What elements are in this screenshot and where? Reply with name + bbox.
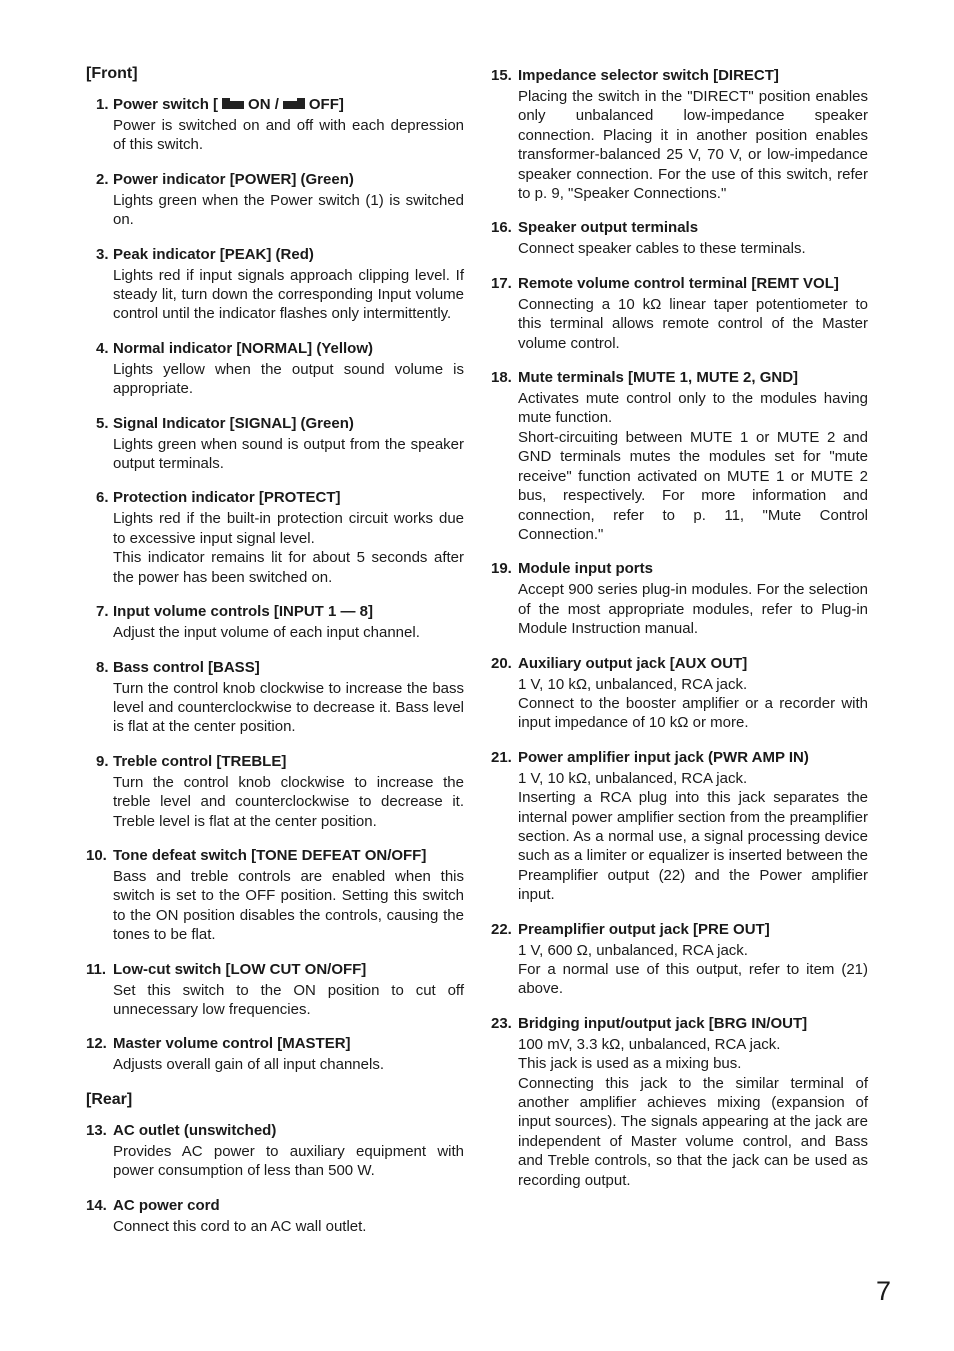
item-body: [518, 769, 868, 905]
item-body: [113, 623, 464, 642]
item-heading: [86, 846, 464, 865]
item-title: AC outlet (unswitched): [113, 1121, 277, 1139]
item-body: [113, 435, 464, 474]
item-heading: [491, 218, 868, 237]
item-body: [113, 1217, 464, 1236]
item-number: 1.: [96, 96, 109, 113]
item-title: Auxiliary output jack [AUX OUT]: [518, 654, 748, 672]
item-number: 14.: [86, 1196, 107, 1214]
item-body: [518, 389, 868, 544]
item-body: [113, 1142, 464, 1181]
item-number: 18.: [491, 369, 512, 387]
item-body: [113, 360, 464, 399]
list-item: [491, 654, 868, 733]
item-text: Lights red if the built-in protection circuit works due to excessive input signal level.: [113, 510, 464, 547]
front-section-title: [Front]: [86, 65, 138, 82]
item-text: 1 V, 600 Ω, unbalanced, RCA jack.: [518, 941, 748, 959]
item-title: Mute terminals [MUTE 1, MUTE 2, GND]: [518, 369, 799, 387]
item-number: 8.: [96, 658, 109, 676]
item-heading: [86, 1034, 464, 1053]
item-text: Lights yellow when the output sound volume is appropriate.: [113, 360, 464, 398]
item-text: Connecting this jack to the similar terminal of another amplifier achieves mixing (expansion of input sources). The signals appearing at the jack are independent of Master volume control, and Bass and Treble controls, so that the jack can be used as recording output.: [518, 1074, 868, 1189]
list-item: [86, 170, 464, 230]
item-heading: [86, 602, 464, 621]
item-title: Input volume controls [INPUT 1 — 8]: [113, 603, 374, 621]
item-title: Tone defeat switch [TONE DEFEAT ON/OFF]: [113, 846, 427, 864]
list-item: [491, 66, 868, 203]
item-body: [113, 266, 464, 324]
item-number: 6.: [96, 489, 109, 507]
item-text: 1 V, 10 kΩ, unbalanced, RCA jack.: [518, 675, 748, 693]
item-title: Preamplifier output jack [PRE OUT]: [518, 920, 770, 938]
item-number: 20.: [491, 654, 512, 672]
item-body: [518, 87, 868, 203]
item-text: Adjust the input volume of each input channel.: [113, 624, 420, 642]
item-title: Module input ports: [518, 560, 653, 578]
item-body: [518, 675, 868, 733]
rear-section-title: [Rear]: [86, 1090, 133, 1108]
item-title: Impedance selector switch [DIRECT]: [518, 67, 779, 84]
item-title: Master volume control [MASTER]: [113, 1035, 351, 1053]
item-title: Power indicator [POWER] (Green): [113, 170, 354, 188]
item-text: 100 mV, 3.3 kΩ, unbalanced, RCA jack.: [518, 1035, 781, 1053]
item-text: Connecting a 10 kΩ linear taper potentiometer to this terminal allows remote control of the Master volume control.: [518, 295, 868, 352]
item-number: 16.: [491, 219, 512, 237]
item-body: [113, 679, 464, 737]
item-text: Lights green when the Power switch (1) is switched on.: [113, 191, 464, 229]
list-item: [86, 339, 464, 399]
item-heading: [86, 1196, 464, 1215]
item-number: 19.: [491, 560, 512, 578]
list-item: [86, 658, 464, 737]
list-item: [86, 752, 464, 831]
item-text: Connect speaker cables to these terminals.: [518, 240, 806, 258]
item-title: Peak indicator [PEAK] (Red): [113, 245, 314, 263]
list-item: [491, 748, 868, 905]
item-title: AC power cord: [113, 1196, 220, 1214]
item-heading: [491, 1014, 868, 1033]
list-item: [86, 1034, 464, 1074]
item-heading: [86, 339, 464, 358]
item-text: For a normal use of this output, refer to item (21) above.: [518, 961, 868, 998]
item-text: Power is switched on and off with each depression of this switch.: [113, 117, 464, 154]
list-item: [86, 488, 464, 587]
item-heading: [86, 245, 464, 264]
item-body: [113, 773, 464, 831]
item-text: Turn the control knob clockwise to increase the bass level and counterclockwise to decrease it. Bass level is flat at the center position.: [113, 679, 464, 736]
item-text: Turn the control knob clockwise to increase the treble level and counterclockwise to decrease it. Treble level is flat at the center position.: [113, 773, 464, 830]
item-text: Inserting a RCA plug into this jack separates the internal power amplifier section from the preamplifier section. As a normal use, a signal processing device such as a limiter or equalizer is inserted between the Preamplifier output (22) and the Power amplifier input.: [518, 789, 868, 904]
item-text: This jack is used as a mixing bus.: [518, 1055, 742, 1073]
item-number: 7.: [96, 603, 109, 621]
item-number: 21.: [491, 748, 512, 766]
item-heading: [491, 274, 868, 293]
page-number: 7: [876, 1276, 892, 1306]
list-item: [86, 960, 464, 1020]
item-title: Signal Indicator [SIGNAL] (Green): [113, 414, 354, 432]
item-title: Power amplifier input jack (PWR AMP IN): [518, 748, 809, 766]
item-body: [113, 116, 464, 155]
item-text: Connect to the booster amplifier or a recorder with input impedance of 10 kΩ or more.: [518, 694, 868, 732]
item-heading: [86, 170, 464, 189]
item-heading: [86, 960, 464, 979]
list-item: [491, 218, 868, 258]
item-title-prefix: Power switch [: [113, 96, 219, 113]
item-body: [518, 941, 868, 999]
list-item: [86, 602, 464, 642]
item-number: 12.: [86, 1035, 107, 1053]
item-text: 1 V, 10 kΩ, unbalanced, RCA jack.: [518, 769, 748, 787]
item-title: Protection indicator [PROTECT]: [113, 489, 341, 507]
item-title: Speaker output terminals: [518, 219, 699, 237]
item-heading: [86, 658, 464, 677]
list-item: [86, 1121, 464, 1181]
item-text: Activates mute control only to the modules having mute function.: [518, 390, 868, 427]
switch-on-icon: [222, 101, 244, 109]
item-heading: [86, 752, 464, 771]
item-text: Short-circuiting between MUTE 1 or MUTE 2 and GND terminals mutes the modules set for "mute receive" function activated on MUTE 1 or MUTE 2 bus, respectively. For more information and connection, refer to p. 11, "Mute Control Connection.": [518, 428, 868, 543]
item-text: Provides AC power to auxiliary equipment with power consumption of less than 500 W.: [113, 1142, 464, 1180]
item-heading: [491, 748, 868, 767]
item-body: [518, 580, 868, 638]
item-text: Adjusts overall gain of all input channels.: [113, 1056, 384, 1074]
item-number: 11.: [86, 960, 107, 978]
item-heading: [491, 368, 868, 387]
item-heading: [86, 488, 464, 507]
item-title-on: ON /: [248, 96, 279, 113]
item-body: [113, 981, 464, 1020]
item-body: [113, 867, 464, 945]
list-item: [491, 1014, 868, 1190]
item-text: This indicator remains lit for about 5 seconds after the power has been switched on.: [113, 549, 464, 586]
item-text: Placing the switch in the "DIRECT" position enables only unbalanced low-impedance speaker connection. Placing it in another position enables transformer-balanced 25 V, 70 V, or low-impedance speaker connection. For the use of this switch, refer to p. 9, "Speaker Connections.": [518, 88, 868, 203]
item-title: [113, 95, 344, 114]
item-heading: [491, 654, 868, 673]
item-number: 13.: [86, 1121, 107, 1139]
left-column: [86, 64, 464, 1251]
item-body: [113, 1055, 464, 1074]
item-heading: [86, 414, 464, 433]
item-number: 10.: [86, 846, 107, 864]
item-text: Set this switch to the ON position to cut off unnecessary low frequencies.: [113, 981, 464, 1018]
list-item: [86, 245, 464, 324]
item-text: Lights green when sound is output from the speaker output terminals.: [113, 435, 464, 473]
item-body: [518, 239, 868, 258]
item-number: 9.: [96, 752, 109, 770]
item-heading: [491, 66, 868, 85]
item-number: 5.: [96, 414, 109, 432]
item-text: Bass and treble controls are enabled when this switch is set to the OFF position. Setting this switch to the ON position disables the controls, causing the tones to be flat.: [113, 867, 464, 944]
item-number: 3.: [96, 245, 109, 263]
list-item: [86, 846, 464, 945]
item-body: [113, 191, 464, 230]
switch-off-icon: [283, 101, 305, 109]
list-item: [491, 368, 868, 544]
item-text: Connect this cord to an AC wall outlet.: [113, 1217, 367, 1235]
item-title: Normal indicator [NORMAL] (Yellow): [113, 339, 374, 357]
item-title: Bridging input/output jack [BRG IN/OUT]: [518, 1014, 808, 1032]
item-heading: [86, 1121, 464, 1140]
list-item: [491, 274, 868, 353]
item-text: Lights red if input signals approach clipping level. If steady lit, turn down the corresponding Input volume control until the indicator flashes only intermittently.: [113, 266, 464, 323]
item-number: 15.: [491, 67, 512, 84]
list-item: [86, 1196, 464, 1236]
item-title: Low-cut switch [LOW CUT ON/OFF]: [113, 960, 367, 978]
item-title: Remote volume control terminal [REMT VOL]: [518, 274, 839, 292]
list-item: [491, 559, 868, 638]
item-title: Treble control [TREBLE]: [113, 752, 287, 770]
item-number: 17.: [491, 274, 512, 292]
item-number: 22.: [491, 920, 512, 938]
list-item: [86, 95, 464, 155]
item-heading: [491, 559, 868, 578]
item-title: Bass control [BASS]: [113, 658, 260, 676]
item-number: 2.: [96, 170, 109, 188]
list-item: [491, 920, 868, 999]
item-title-off: OFF]: [308, 96, 344, 113]
item-body: [113, 509, 464, 587]
item-heading: [86, 95, 464, 114]
item-number: 23.: [491, 1014, 512, 1032]
item-heading: [491, 920, 868, 939]
item-body: [518, 295, 868, 353]
list-item: [86, 414, 464, 474]
right-column: [491, 66, 868, 1205]
item-body: [518, 1035, 868, 1190]
item-text: Accept 900 series plug-in modules. For the selection of the most appropriate modules, refer to Plug-in Module Instruction manual.: [518, 581, 868, 638]
item-number: 4.: [96, 339, 109, 357]
